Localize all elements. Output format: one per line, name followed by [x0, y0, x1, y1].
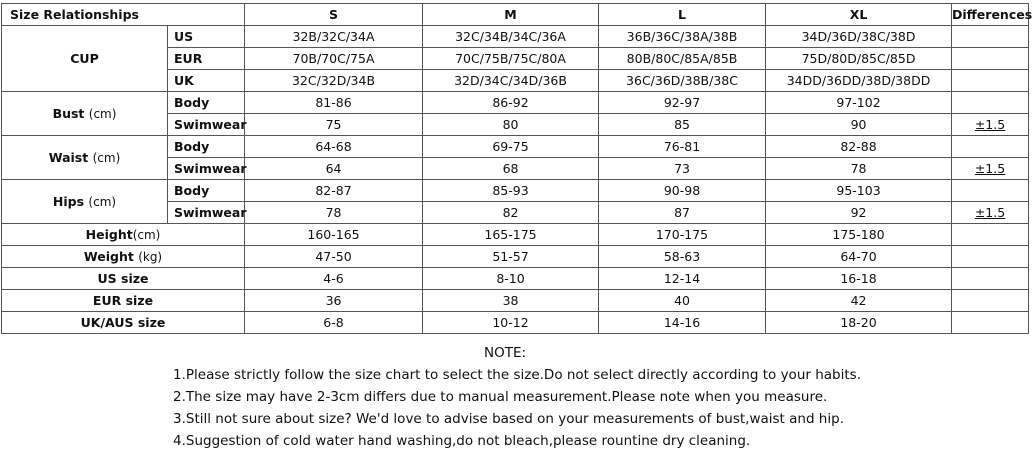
- us-size-l: 12-14: [599, 268, 766, 290]
- cup-region-eur: EUR: [168, 48, 245, 70]
- cup-eur-diff: [952, 48, 1029, 70]
- differences-header: Differences: [952, 4, 1029, 26]
- us-size-label: US size: [2, 268, 245, 290]
- cup-uk-s: 32C/32D/34B: [245, 70, 423, 92]
- waist-label: Waist (cm): [2, 136, 168, 180]
- hips-body-m: 85-93: [423, 180, 599, 202]
- height-xl: 175-180: [766, 224, 952, 246]
- weight-xl: 64-70: [766, 246, 952, 268]
- weight-m: 51-57: [423, 246, 599, 268]
- cup-us-l: 36B/36C/38A/38B: [599, 26, 766, 48]
- waist-body-row: [2, 136, 1029, 158]
- hips-body-diff: [952, 180, 1029, 202]
- height-label: Height(cm): [2, 224, 245, 246]
- hips-swim-xl: 92: [766, 202, 952, 224]
- note-line-2: 2.The size may have 2-3cm differs due to manual measurement.Please note when you measure.: [173, 389, 828, 405]
- size-chart-table: [1, 3, 1032, 334]
- cup-us-diff: [952, 26, 1029, 48]
- notes-title: NOTE:: [483, 345, 527, 361]
- bust-body-l: 92-97: [599, 92, 766, 114]
- waist-body-xl: 82-88: [766, 136, 952, 158]
- note-line-3: 3.Still not sure about size? We'd love to advise based on your measurements of bust,waist and hip.: [173, 411, 844, 427]
- us-size-row: [2, 268, 1029, 290]
- cup-us-s: 32B/32C/34A: [245, 26, 423, 48]
- ukaus-size-diff: [952, 312, 1029, 334]
- waist-swim-m: 68: [423, 158, 599, 180]
- bust-swim-label: Swimwear: [168, 114, 245, 136]
- height-s: 160-165: [245, 224, 423, 246]
- eur-size-xl: 42: [766, 290, 952, 312]
- height-diff: [952, 224, 1029, 246]
- ukaus-size-xl: 18-20: [766, 312, 952, 334]
- us-size-xl: 16-18: [766, 268, 952, 290]
- cup-region-uk: UK: [168, 70, 245, 92]
- eur-size-label: EUR size: [2, 290, 245, 312]
- cup-us-m: 32C/34B/34C/36A: [423, 26, 599, 48]
- us-size-diff: [952, 268, 1029, 290]
- bust-body-row: [2, 92, 1029, 114]
- waist-body-label: Body: [168, 136, 245, 158]
- hips-swim-label: Swimwear: [168, 202, 245, 224]
- waist-swim-label: Swimwear: [168, 158, 245, 180]
- weight-row: [2, 246, 1029, 268]
- bust-body-diff: [952, 92, 1029, 114]
- bust-swim-xl: 90: [766, 114, 952, 136]
- waist-body-s: 64-68: [245, 136, 423, 158]
- hips-swim-s: 78: [245, 202, 423, 224]
- ukaus-size-l: 14-16: [599, 312, 766, 334]
- waist-swim-diff: ±1.5: [952, 158, 1029, 180]
- height-l: 170-175: [599, 224, 766, 246]
- hips-body-xl: 95-103: [766, 180, 952, 202]
- hips-label: Hips (cm): [2, 180, 168, 224]
- eur-size-diff: [952, 290, 1029, 312]
- weight-l: 58-63: [599, 246, 766, 268]
- cup-uk-m: 32D/34C/34D/36B: [423, 70, 599, 92]
- weight-diff: [952, 246, 1029, 268]
- waist-swim-l: 73: [599, 158, 766, 180]
- size-s-header: S: [245, 4, 423, 26]
- hips-body-row: [2, 180, 1029, 202]
- hips-swim-l: 87: [599, 202, 766, 224]
- waist-swim-s: 64: [245, 158, 423, 180]
- bust-body-label: Body: [168, 92, 245, 114]
- cup-region-us: US: [168, 26, 245, 48]
- cup-uk-l: 36C/36D/38B/38C: [599, 70, 766, 92]
- ukaus-size-label: UK/AUS size: [2, 312, 245, 334]
- cup-eur-s: 70B/70C/75A: [245, 48, 423, 70]
- note-line-4: 4.Suggestion of cold water hand washing,do not bleach,please rountine dry cleaning.: [173, 433, 751, 449]
- bust-body-m: 86-92: [423, 92, 599, 114]
- note-line-1: 1.Please strictly follow the size chart to select the size.Do not select directly according to your habits.: [173, 367, 861, 383]
- size-xl-header: XL: [766, 4, 952, 26]
- weight-label: Weight (kg): [2, 246, 245, 268]
- cup-eur-l: 80B/80C/85A/85B: [599, 48, 766, 70]
- cup-uk-xl: 34DD/36DD/38D/38DD: [766, 70, 952, 92]
- eur-size-row: [2, 290, 1029, 312]
- notes-section: [0, 342, 1000, 452]
- eur-size-m: 38: [423, 290, 599, 312]
- hips-swim-m: 82: [423, 202, 599, 224]
- eur-size-l: 40: [599, 290, 766, 312]
- cup-us-xl: 34D/36D/38C/38D: [766, 26, 952, 48]
- bust-swim-m: 80: [423, 114, 599, 136]
- bust-swim-l: 85: [599, 114, 766, 136]
- hips-body-s: 82-87: [245, 180, 423, 202]
- size-m-header: M: [423, 4, 599, 26]
- bust-swim-s: 75: [245, 114, 423, 136]
- bust-label: Bust (cm): [2, 92, 168, 136]
- cup-eur-m: 70C/75B/75C/80A: [423, 48, 599, 70]
- bust-body-xl: 97-102: [766, 92, 952, 114]
- hips-body-l: 90-98: [599, 180, 766, 202]
- waist-body-diff: [952, 136, 1029, 158]
- waist-body-m: 69-75: [423, 136, 599, 158]
- hips-body-label: Body: [168, 180, 245, 202]
- cup-us-row: [2, 26, 1029, 48]
- ukaus-size-s: 6-8: [245, 312, 423, 334]
- ukaus-size-row: [2, 312, 1029, 334]
- waist-body-l: 76-81: [599, 136, 766, 158]
- ukaus-size-m: 10-12: [423, 312, 599, 334]
- bust-body-s: 81-86: [245, 92, 423, 114]
- bust-swim-diff: ±1.5: [952, 114, 1029, 136]
- us-size-m: 8-10: [423, 268, 599, 290]
- waist-swim-xl: 78: [766, 158, 952, 180]
- cup-uk-diff: [952, 70, 1029, 92]
- height-m: 165-175: [423, 224, 599, 246]
- cup-label: CUP: [2, 26, 168, 92]
- size-l-header: L: [599, 4, 766, 26]
- eur-size-s: 36: [245, 290, 423, 312]
- height-row: [2, 224, 1029, 246]
- hips-swim-diff: ±1.5: [952, 202, 1029, 224]
- cup-eur-xl: 75D/80D/85C/85D: [766, 48, 952, 70]
- size-relationships-header: Size Relationships: [2, 4, 245, 26]
- weight-s: 47-50: [245, 246, 423, 268]
- header-row: [2, 4, 1029, 26]
- us-size-s: 4-6: [245, 268, 423, 290]
